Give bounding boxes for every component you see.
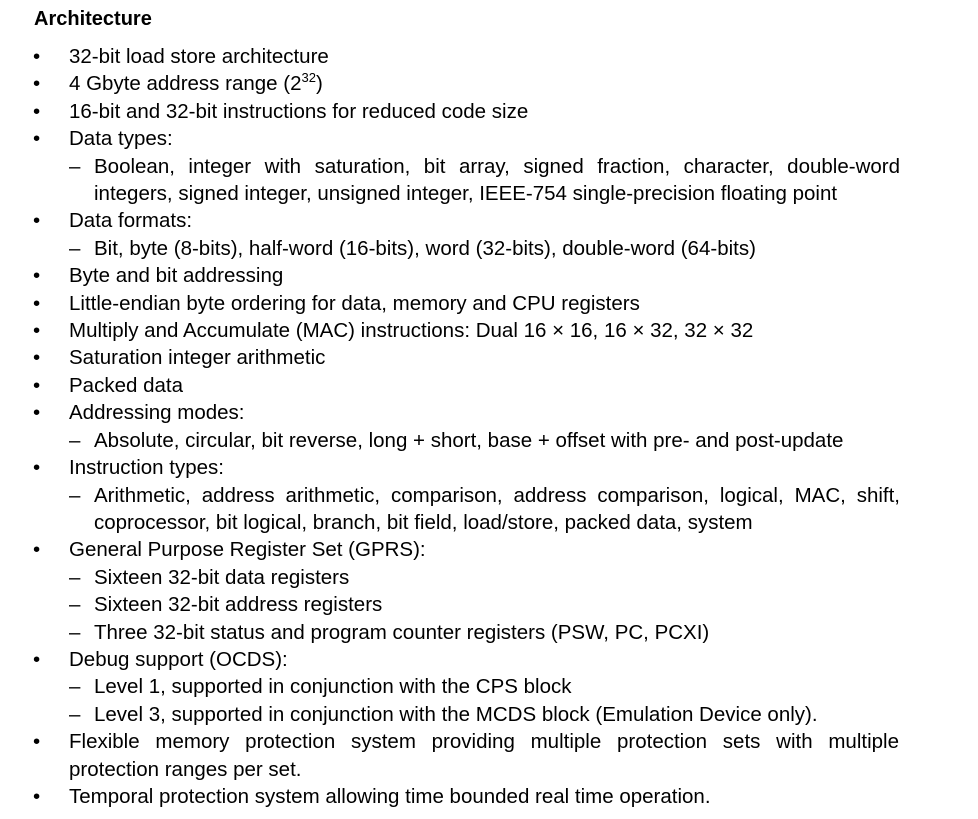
bullet-icon: • <box>33 291 41 315</box>
sub-list-item <box>0 619 978 646</box>
bullet-icon: • <box>33 209 41 233</box>
list-item-text: Addressing modes: <box>69 401 245 425</box>
sub-list <box>0 482 978 537</box>
bullet-icon: • <box>33 647 41 671</box>
list-item-text: Data types: <box>69 127 173 151</box>
dash-icon: – <box>69 483 81 507</box>
sub-list-item-text: Sixteen 32-bit address registers <box>94 593 383 617</box>
bullet-icon: • <box>33 784 41 808</box>
list-item <box>0 372 978 399</box>
bullet-icon: • <box>33 319 41 343</box>
dash-icon: – <box>69 428 81 452</box>
sub-list-item <box>0 701 978 728</box>
sub-list-item <box>0 482 978 537</box>
sub-list-item-text: Sixteen 32-bit data registers <box>94 565 350 589</box>
bullet-icon: • <box>33 373 41 397</box>
list-item-text <box>69 70 899 97</box>
bullet-icon: • <box>33 346 41 370</box>
bullet-icon: • <box>33 127 41 151</box>
list-item <box>0 399 978 454</box>
list-item <box>0 262 978 289</box>
sub-list-item-text: Level 1, supported in conjunction with the CPS block <box>94 675 572 699</box>
list-item <box>0 454 978 536</box>
list-item-text: Multiply and Accumulate (MAC) instructions: Dual 16 × 16, 16 × 32, 32 × 32 <box>69 319 754 343</box>
list-item-text: Instruction types: <box>69 456 224 480</box>
list-item <box>0 98 978 125</box>
sub-list-item <box>0 591 978 618</box>
list-item <box>0 125 978 207</box>
list-item <box>0 70 978 97</box>
list-item-text: Data formats: <box>69 209 193 233</box>
dash-icon: – <box>69 702 81 726</box>
sub-list-item <box>0 235 978 262</box>
bullet-icon: • <box>33 401 41 425</box>
sub-list <box>0 564 978 646</box>
sub-list-item <box>0 564 978 591</box>
bullet-icon: • <box>33 456 41 480</box>
dash-icon: – <box>69 675 81 699</box>
sub-list <box>0 153 978 208</box>
feature-list <box>0 43 978 810</box>
list-item <box>0 536 978 646</box>
dash-icon: – <box>69 620 81 644</box>
list-item <box>0 646 978 728</box>
section-heading: Architecture <box>34 8 152 30</box>
bullet-icon: • <box>33 264 41 288</box>
list-item-text: Temporal protection system allowing time bounded real time operation. <box>69 784 711 808</box>
list-item <box>0 207 978 262</box>
bullet-icon: • <box>33 538 41 562</box>
list-item <box>0 43 978 70</box>
sub-list <box>0 427 978 454</box>
sub-list-item-text: Boolean, integer with saturation, bit array, signed fraction, character, double-word integers, signed integer, unsigned integer, IEEE-754 single-precision floating point <box>94 154 900 206</box>
list-item-text: General Purpose Register Set (GPRS): <box>69 538 426 562</box>
sub-list-item-text: Bit, byte (8-bits), half-word (16-bits), word (32-bits), double-word (64-bits) <box>94 236 756 260</box>
list-item <box>0 728 978 783</box>
bullet-icon: • <box>33 99 41 123</box>
dash-icon: – <box>69 154 81 178</box>
sub-list-item-text: Three 32-bit status and program counter registers (PSW, PC, PCXI) <box>94 620 710 644</box>
list-item <box>0 344 978 371</box>
bullet-icon: • <box>33 45 41 68</box>
sub-list-item <box>0 673 978 700</box>
list-item <box>0 317 978 344</box>
list-item-text: Debug support (OCDS): <box>69 647 288 671</box>
bullet-icon: • <box>33 730 41 754</box>
list-item-text: 16-bit and 32-bit instructions for reduced code size <box>69 99 529 123</box>
list-item-text: Saturation integer arithmetic <box>69 346 326 370</box>
list-item-text: Byte and bit addressing <box>69 264 284 288</box>
sub-list-item-text: Arithmetic, address arithmetic, comparison, address comparison, logical, MAC, shift, coprocessor, bit logical, branch, bit field, load/store, packed data, system <box>94 483 900 534</box>
dash-icon: – <box>69 236 81 260</box>
sub-list-item <box>0 427 978 454</box>
list-item-text: Little-endian byte ordering for data, memory and CPU registers <box>69 291 640 315</box>
sub-list <box>0 235 978 262</box>
list-item <box>0 290 978 317</box>
superscript: 32 <box>301 70 316 86</box>
sub-list <box>0 673 978 728</box>
sub-list-item-text: Absolute, circular, bit reverse, long + short, base + offset with pre- and post-update <box>94 428 844 452</box>
text-segment: ) <box>315 72 323 96</box>
list-item-text: Flexible memory protection system providing multiple protection sets with multiple protection ranges per set. <box>69 730 899 781</box>
dash-icon: – <box>69 565 81 589</box>
dash-icon: – <box>69 593 81 617</box>
list-item-text: Packed data <box>69 373 183 397</box>
bullet-icon: • <box>33 72 41 96</box>
list-item-text: 32-bit load store architecture <box>69 45 329 68</box>
sub-list-item-text: Level 3, supported in conjunction with the MCDS block (Emulation Device only). <box>94 702 818 726</box>
sub-list-item <box>0 153 978 208</box>
list-item <box>0 783 978 810</box>
text-segment: 4 Gbyte address range (2 <box>69 72 302 96</box>
